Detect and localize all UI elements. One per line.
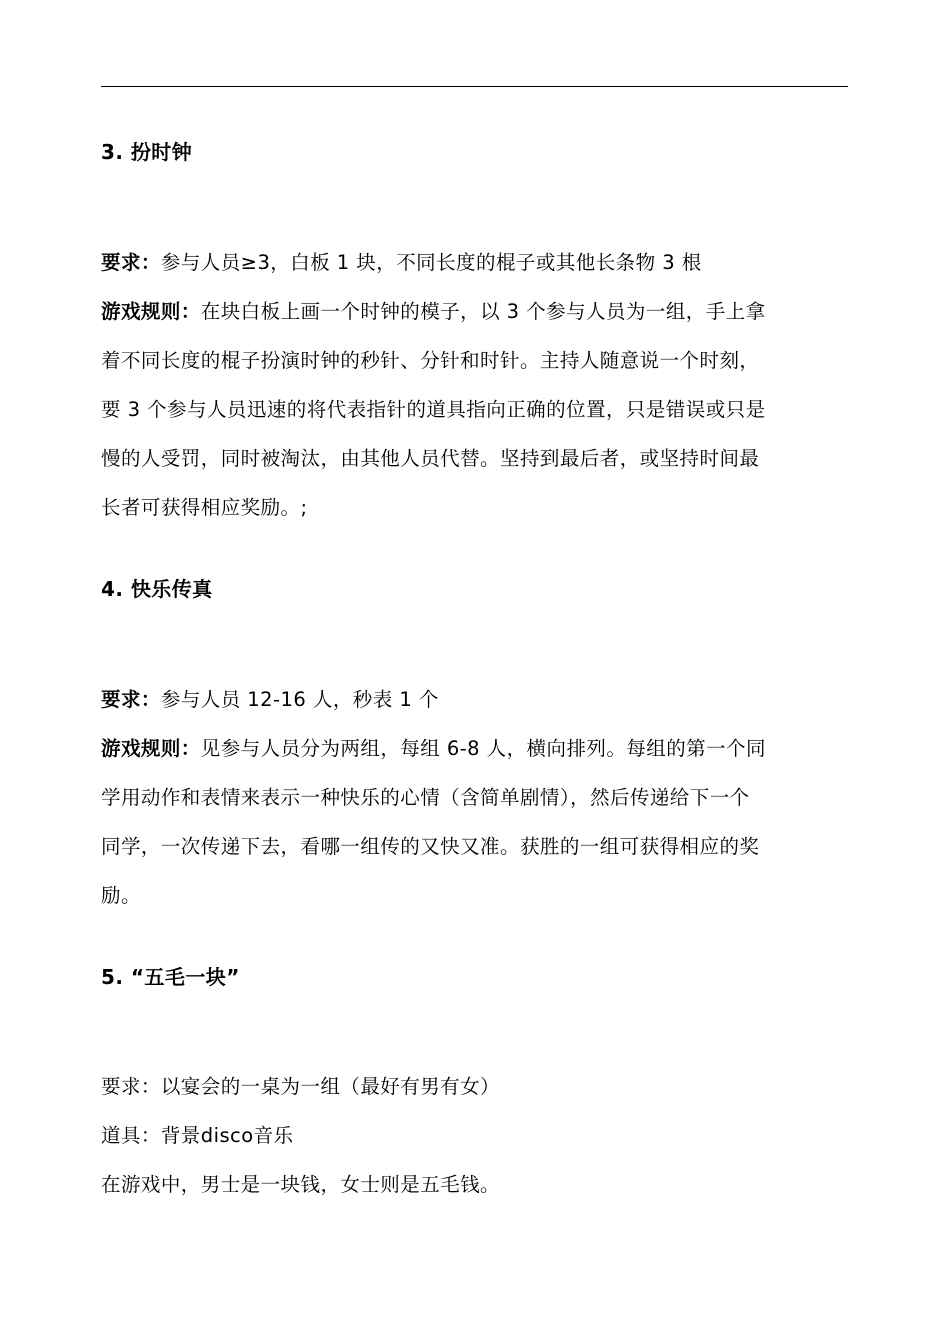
section-3-rules-line-1 [101,299,766,325]
section-4-rules-line-4: 励。 [101,884,141,907]
section-3-rules-line-5: 长者可获得相应奖励。; [101,496,308,519]
section-4-rules-line-1 [101,736,766,762]
section-5-heading: 5. “五毛一块” [101,965,240,989]
header-rule [101,86,848,87]
rules-text: 见参与人员分为两组，每组 6-8 人，横向排列。每组的第一个同 [200,737,766,760]
requirement-label: 要求： [101,251,161,274]
section-4-heading: 4. 快乐传真 [101,577,213,601]
rules-label: 游戏规则： [101,737,201,760]
section-4-rules-line-3: 同学，一次传递下去，看哪一组传的又快又准。获胜的一组可获得相应的奖 [101,835,760,858]
section-3-rules-line-4: 慢的人受罚，同时被淘汰，由其他人员代替。坚持到最后者，或坚持时间最 [101,447,760,470]
rules-text: 在块白板上画一个时钟的模子，以 3 个参与人员为一组，手上拿 [200,300,766,323]
section-5-line-1: 要求：以宴会的一桌为一组（最好有男有女） [101,1075,501,1098]
requirement-label: 要求： [101,688,161,711]
section-5-line-3: 在游戏中，男士是一块钱，女士则是五毛钱。 [101,1173,501,1196]
section-3-rules-line-3: 要 3 个参与人员迅速的将代表指针的道具指向正确的位置，只是错误或只是 [101,398,766,421]
section-3-rules-line-2: 着不同长度的棍子扮演时钟的秒针、分针和时针。主持人随意说一个时刻， [101,349,760,372]
section-3-heading: 3. 扮时钟 [101,140,193,164]
section-5-line-2: 道具：背景disco音乐 [101,1124,294,1147]
rules-label: 游戏规则： [101,300,201,323]
section-4-requirement [101,687,439,713]
requirement-text: 参与人员 12-16 人，秒表 1 个 [160,688,439,711]
section-3-requirement [101,250,702,276]
requirement-text: 参与人员≥3，白板 1 块，不同长度的棍子或其他长条物 3 根 [160,251,702,274]
section-4-rules-line-2: 学用动作和表情来表示一种快乐的心情（含简单剧情），然后传递给下一个 [101,786,750,809]
